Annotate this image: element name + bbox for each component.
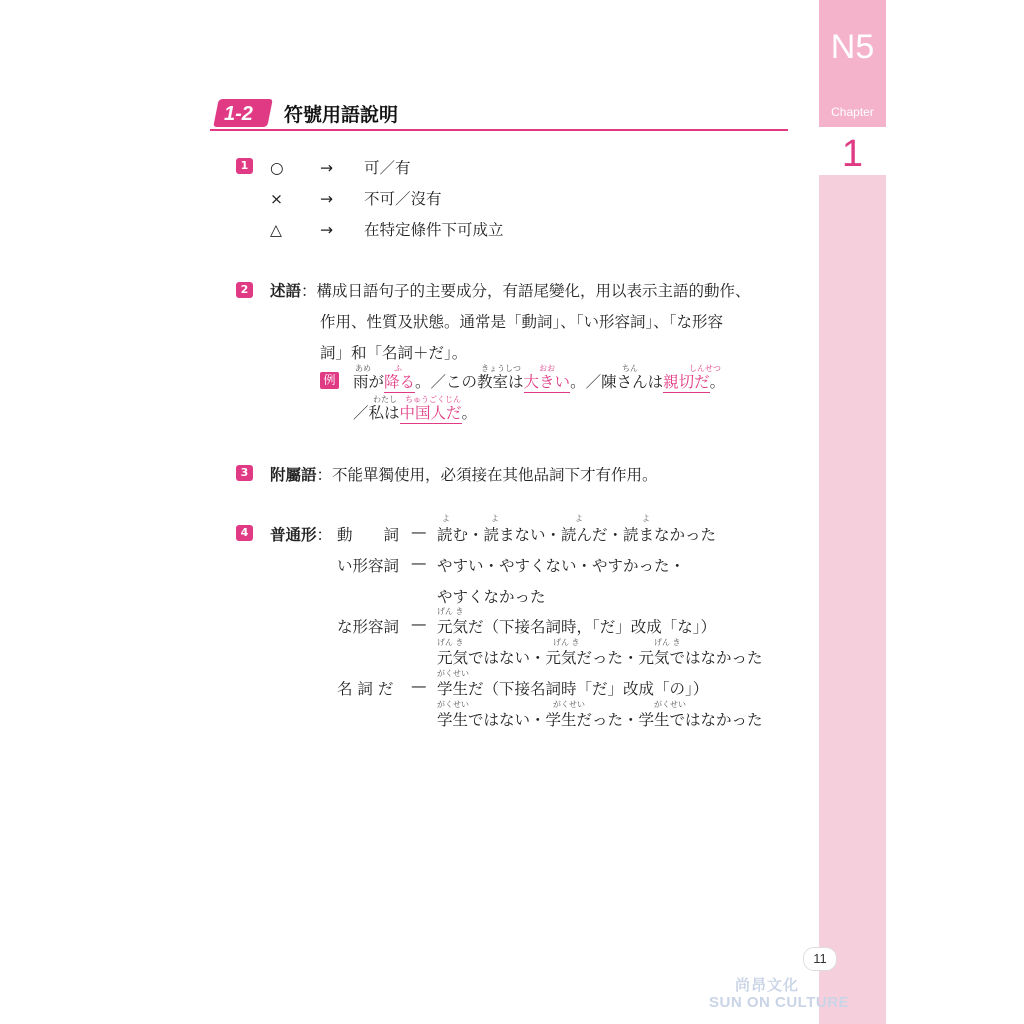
example-text: 。／陳さんは xyxy=(570,373,664,391)
level-label: N5 xyxy=(830,28,875,66)
term-auxiliary: 附屬語 xyxy=(270,466,317,484)
conjugation-label: な形容詞 xyxy=(337,618,400,636)
example-text: 。 xyxy=(461,404,478,422)
section-badge xyxy=(213,95,275,129)
ruby: わたし xyxy=(373,395,397,404)
separator: ： xyxy=(316,526,333,544)
ruby: ふ xyxy=(394,364,402,373)
ruby: げん き xyxy=(553,638,580,647)
chapter-label: Chapter xyxy=(831,105,874,119)
item-number-2: 2 xyxy=(236,282,253,298)
publisher-logo-en: SUN ON CULTURE xyxy=(709,994,850,1011)
ruby: よ xyxy=(442,514,450,523)
ruby: がくせい xyxy=(437,669,469,678)
conjugation-forms: 学生だ（下接名詞時「だ」改成「の」） xyxy=(437,680,709,698)
section-badge-text: 1-2 xyxy=(224,103,253,125)
predicate-definition-line xyxy=(270,279,751,301)
example-text: ／私は xyxy=(353,404,400,422)
example-predicate: 降る xyxy=(384,373,416,391)
symbol-circle: ○ xyxy=(270,159,284,177)
dash: — xyxy=(411,523,427,541)
example-sentence xyxy=(353,401,477,423)
symbol-triangle: △ xyxy=(270,221,282,239)
example-predicate: 大きい xyxy=(523,373,571,391)
chapter-number: 1 xyxy=(841,133,864,175)
ruby: よ xyxy=(642,514,650,523)
example-text: 雨が xyxy=(353,373,385,391)
ruby: ちゅうごくじん xyxy=(405,395,461,404)
conjugation-label: 動 詞 xyxy=(337,526,400,544)
example-text: 。／この教室は xyxy=(415,373,524,391)
definition-text: 作用、性質及狀態。通常是「動詞」、「い形容詞」、「な形容 xyxy=(320,313,724,331)
page-number: 11 xyxy=(803,947,837,971)
symbol-meaning: 在特定條件下可成立 xyxy=(364,221,504,239)
definition-text: ：不能單獨使用，必須接在其他品詞下才有作用。 xyxy=(316,466,658,484)
ruby: よ xyxy=(575,514,583,523)
example-predicate: 親切だ xyxy=(663,373,710,391)
arrow: → xyxy=(320,221,333,239)
conjugation-forms: やすくなかった xyxy=(437,588,546,606)
item-number-3: 3 xyxy=(236,465,253,481)
example-text: 。 xyxy=(709,373,726,391)
ruby: きょうしつ xyxy=(481,364,521,373)
auxiliary-definition-line xyxy=(270,463,658,485)
term-plain-form-line xyxy=(270,523,332,545)
term-predicate: 述語 xyxy=(270,282,302,300)
section-rule xyxy=(210,129,788,131)
symbol-row xyxy=(270,156,411,178)
ruby: げん き xyxy=(654,638,681,647)
ruby: あめ xyxy=(355,364,371,373)
conjugation-forms: 元気ではない・元気だった・元気ではなかった xyxy=(437,649,763,667)
ruby: がくせい xyxy=(553,700,585,709)
ruby: がくせい xyxy=(437,700,469,709)
example-label: 例 xyxy=(320,372,339,389)
ruby: おお xyxy=(539,364,555,373)
conjugation-forms: 元気だ（下接名詞時，「だ」改成「な」） xyxy=(437,618,717,636)
ruby: げん き xyxy=(437,607,464,616)
arrow: → xyxy=(320,159,333,177)
conjugation-forms: やすい・やすくない・やすかった・ xyxy=(437,557,686,575)
definition-text: 詞」和「名詞＋だ」。 xyxy=(320,344,468,362)
conjugation-forms: 読む・読まない・読んだ・読まなかった xyxy=(437,526,717,544)
ruby: ちん xyxy=(622,364,638,373)
section-title: 符號用語說明 xyxy=(284,104,399,126)
dash: — xyxy=(411,554,427,572)
separator: ： xyxy=(301,282,317,300)
symbol-meaning: 可／有 xyxy=(364,159,411,177)
example-predicate: 中国人だ xyxy=(399,404,462,422)
dash: — xyxy=(411,677,427,695)
conjugation-label: い形容詞 xyxy=(337,557,400,575)
symbol-row xyxy=(270,218,504,240)
definition-text: 構成日語句子的主要成分，有語尾變化，用以表示主語的動作、 xyxy=(316,282,751,300)
ruby: よ xyxy=(491,514,499,523)
arrow: → xyxy=(320,190,333,208)
symbol-row xyxy=(270,187,442,209)
symbol-meaning: 不可／沒有 xyxy=(364,190,442,208)
example-sentence xyxy=(353,370,725,392)
dash: — xyxy=(411,615,427,633)
ruby: しんせつ xyxy=(689,364,721,373)
item-number-1: 1 xyxy=(236,158,253,174)
conjugation-forms: 学生ではない・学生だった・学生ではなかった xyxy=(437,711,763,729)
term-plain-form: 普通形 xyxy=(270,526,317,544)
conjugation-label: 名 詞 だ xyxy=(337,680,394,698)
symbol-cross: × xyxy=(270,190,283,208)
ruby: がくせい xyxy=(654,700,686,709)
publisher-logo-cn: 尚昂文化 xyxy=(735,976,800,994)
item-number-4: 4 xyxy=(236,525,253,541)
ruby: げん き xyxy=(437,638,464,647)
